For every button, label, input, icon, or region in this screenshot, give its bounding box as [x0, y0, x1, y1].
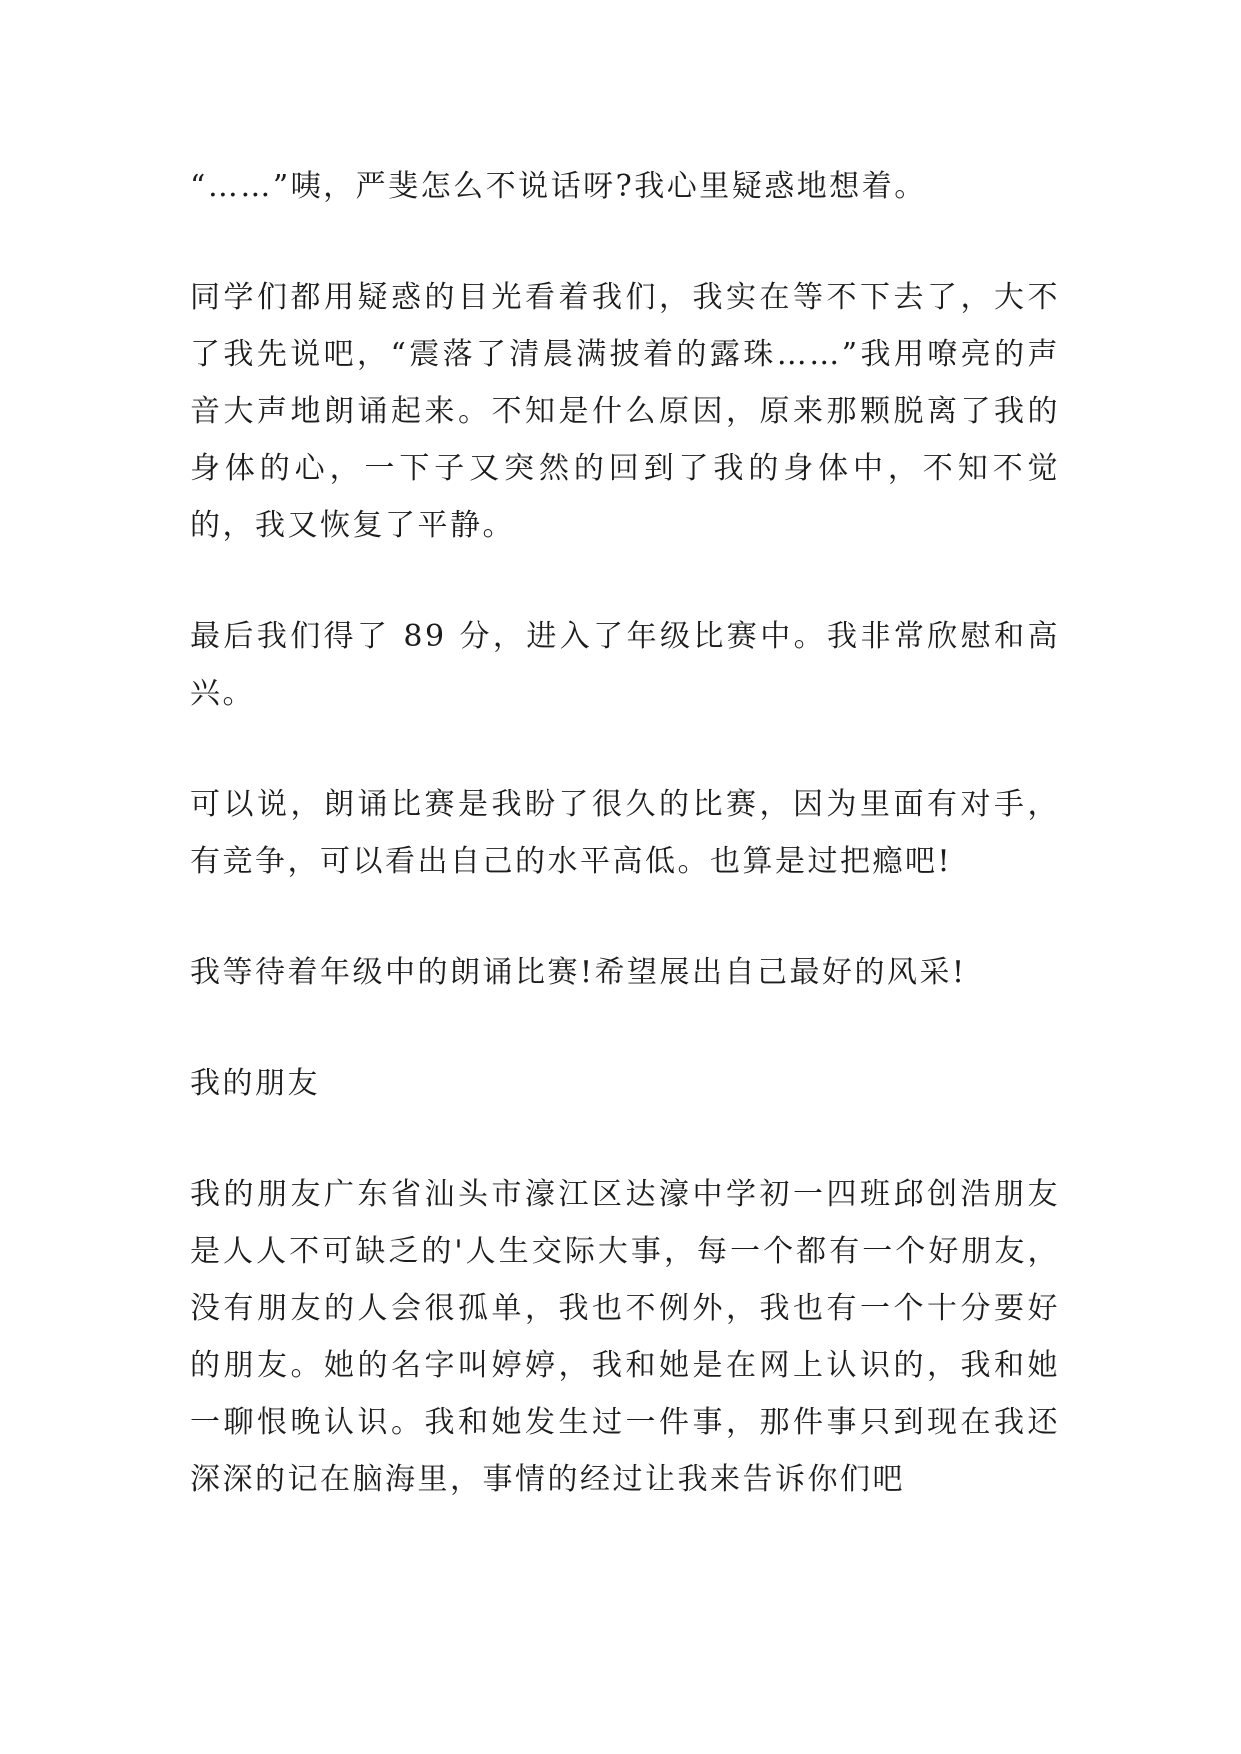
paragraph-friend-intro: 我的朋友广东省汕头市濠江区达濠中学初一四班邱创浩朋友是人人不可缺乏的'人生交际大事，每一个都有一个好朋友，没有朋友的人会很孤单，我也不例外，我也有一个十分要好的朋友。她的名字叫婷婷，我和她是在网上认识的，我和她一聊恨晚认识。我和她发生过一件事，那件事只到现在我还深深的记在脑海里，事情的经过让我来告诉你们吧 — [190, 1177, 1060, 1497]
paragraph-score: 最后我们得了 89 分，进入了年级比赛中。我非常欣慰和高兴。 — [190, 619, 1060, 711]
paragraph-recitation-start: 同学们都用疑惑的目光看着我们，我实在等不下去了，大不了我先说吧，“震落了清晨满披着的露珠……”我用嘹亮的声音大声地朗诵起来。不知是什么原因，原来那颗脱离了我的身体的心，一下子又突然的回到了我的身体中，不知不觉的，我又恢复了平静。 — [190, 280, 1060, 543]
paragraph-looking-forward: 我等待着年级中的朗诵比赛!希望展出自己最好的风采! — [190, 955, 967, 990]
paragraph-puzzled-silence: “……”咦，严斐怎么不说话呀?我心里疑惑地想着。 — [190, 169, 927, 204]
section-title-my-friend: 我的朋友 — [190, 1066, 320, 1101]
document-body — [190, 158, 1060, 1508]
paragraph-competition-reflection: 可以说，朗诵比赛是我盼了很久的比赛，因为里面有对手，有竞争，可以看出自己的水平高低。也算是过把瘾吧! — [190, 787, 1060, 879]
